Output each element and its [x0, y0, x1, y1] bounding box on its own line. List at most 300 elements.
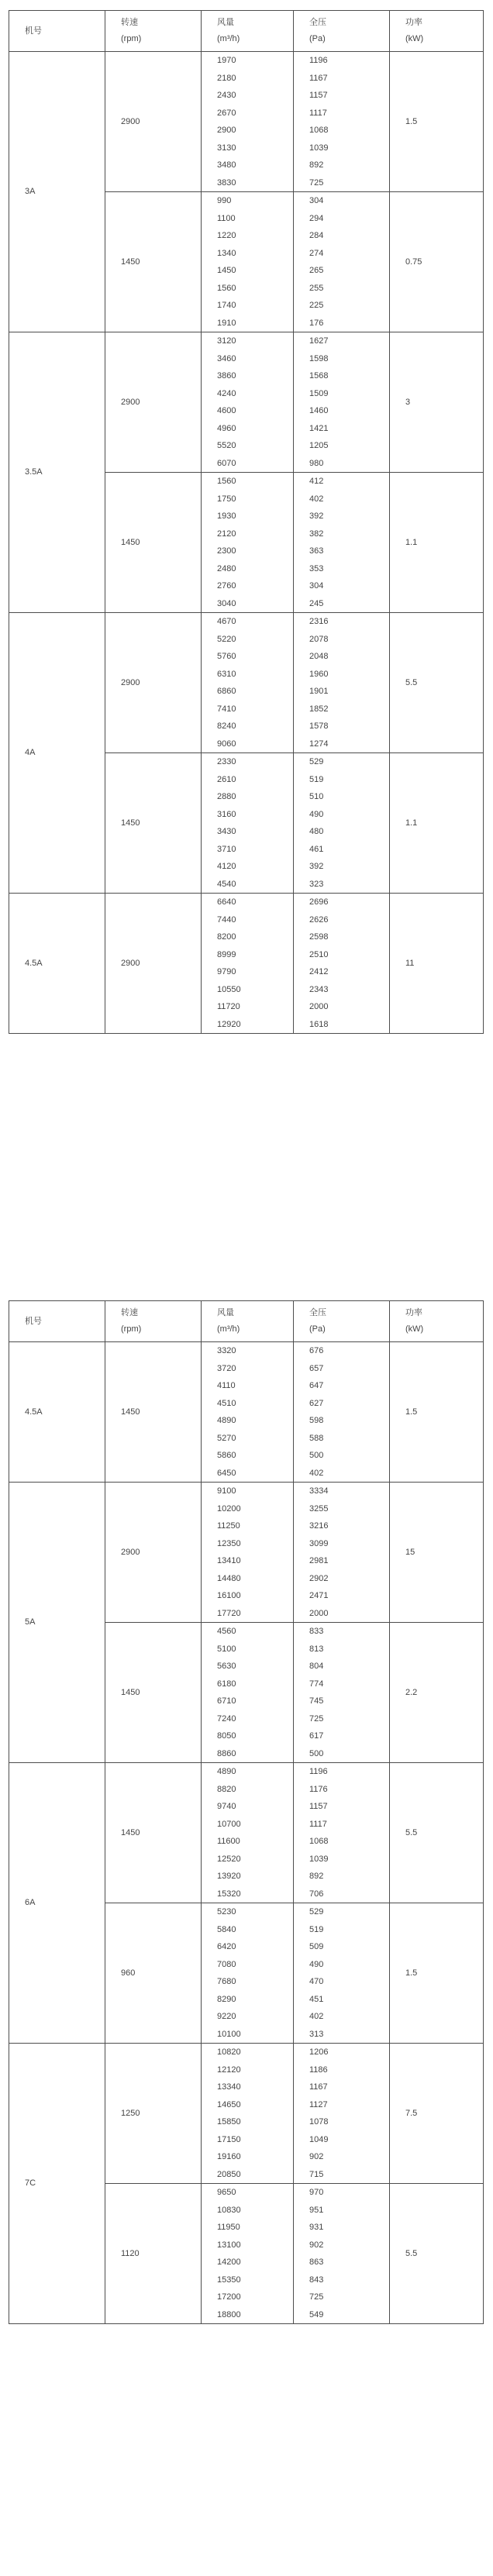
- pressure-value: 1117: [309, 1819, 327, 1829]
- power-value: 15: [405, 1547, 415, 1557]
- pressure-value: 470: [309, 1977, 324, 1986]
- pressure-value: 265: [309, 266, 324, 275]
- airflow-value: 990: [217, 196, 232, 205]
- power-cell: [390, 613, 484, 753]
- airflow-value: 6420: [217, 1942, 236, 1951]
- pressure-value: 706: [309, 1889, 324, 1899]
- airflow-value: 4510: [217, 1398, 236, 1408]
- pressure-value: 980: [309, 458, 324, 468]
- airflow-cell: [202, 613, 294, 753]
- pressure-value: 529: [309, 757, 324, 766]
- pressure-value: 1167: [309, 73, 328, 83]
- pressure-cell: [294, 2044, 390, 2184]
- speed-cell: [105, 753, 202, 894]
- pressure-value: 451: [309, 1994, 324, 2004]
- airflow-value: 2300: [217, 546, 236, 556]
- pressure-value: 2981: [309, 1556, 329, 1565]
- pressure-value: 931: [309, 2223, 324, 2232]
- pressure-cell: [294, 1623, 390, 1763]
- pressure-value: 843: [309, 2275, 324, 2285]
- pressure-value: 598: [309, 1416, 324, 1425]
- header-unit: (kW): [405, 1324, 424, 1334]
- pressure-value: 2471: [309, 1591, 329, 1600]
- pressure-value: 1627: [309, 336, 329, 346]
- power-cell: [390, 1903, 484, 2044]
- pressure-value: 1039: [309, 143, 329, 153]
- speed-cell: [105, 613, 202, 753]
- speed-cell: [105, 1763, 202, 1903]
- airflow-value: 13100: [217, 2240, 241, 2250]
- pressure-value: 274: [309, 248, 324, 258]
- pressure-value: 519: [309, 1924, 324, 1934]
- pressure-value: 1274: [309, 739, 329, 749]
- pressure-value: 863: [309, 2257, 324, 2267]
- pressure-value: 2626: [309, 914, 329, 925]
- pressure-value: 725: [309, 177, 324, 188]
- pressure-value: 1078: [309, 2117, 329, 2127]
- airflow-value: 11720: [217, 1002, 240, 1011]
- airflow-value: 3120: [217, 336, 236, 346]
- airflow-value: 4560: [217, 1627, 236, 1636]
- airflow-cell: [202, 1763, 294, 1903]
- header-label: 风量: [217, 1308, 234, 1317]
- power-value: 5.5: [405, 2248, 418, 2258]
- airflow-value: 1450: [217, 266, 236, 275]
- speed-value: 2900: [121, 1547, 140, 1557]
- speed-cell: [105, 1483, 202, 1623]
- header-label: 机号: [25, 1316, 42, 1326]
- pressure-value: 549: [309, 2309, 324, 2319]
- speed-value: 1450: [121, 1407, 140, 1417]
- pressure-value: 892: [309, 160, 324, 170]
- pressure-value: 657: [309, 1363, 324, 1373]
- airflow-cell: [202, 2044, 294, 2184]
- speed-value: 2900: [121, 958, 140, 968]
- power-cell: [390, 1763, 484, 1903]
- airflow-value: 4670: [217, 617, 236, 626]
- pressure-value: 1206: [309, 2047, 329, 2057]
- pressure-value: 1196: [309, 1767, 328, 1776]
- airflow-value: 10550: [217, 984, 241, 994]
- airflow-value: 2900: [217, 126, 236, 135]
- pressure-value: 3255: [309, 1503, 329, 1514]
- airflow-value: 3160: [217, 809, 236, 819]
- speed-cell: [105, 1903, 202, 2044]
- pressure-value: 2696: [309, 897, 329, 907]
- pressure-value: 510: [309, 792, 324, 801]
- power-cell: [390, 332, 484, 473]
- pressure-value: 892: [309, 1872, 324, 1881]
- pressure-value: 255: [309, 283, 324, 293]
- pressure-value: 529: [309, 1907, 324, 1917]
- speed-value: 1450: [121, 537, 140, 547]
- power-cell: [390, 1623, 484, 1763]
- model-label: 7C: [25, 2178, 36, 2188]
- pressure-value: 392: [309, 511, 324, 521]
- airflow-value: 7410: [217, 704, 236, 714]
- header-label: 全压: [309, 1308, 326, 1317]
- airflow-value: 17720: [217, 1608, 241, 1618]
- pressure-value: 1421: [309, 423, 329, 433]
- airflow-value: 6180: [217, 1679, 236, 1689]
- airflow-value: 1220: [217, 231, 236, 240]
- airflow-value: 3460: [217, 353, 236, 363]
- table-row: [9, 2044, 484, 2184]
- airflow-cell: [202, 332, 294, 473]
- airflow-value: 13410: [217, 1556, 241, 1565]
- power-value: 1.1: [405, 818, 418, 828]
- power-cell: [390, 2184, 484, 2324]
- speed-value: 2900: [121, 677, 140, 687]
- pressure-value: 1127: [309, 2099, 328, 2109]
- pressure-cell: [294, 1483, 390, 1623]
- airflow-value: 2480: [217, 563, 236, 573]
- pressure-value: 1852: [309, 704, 329, 714]
- airflow-value: 5760: [217, 652, 236, 661]
- pressure-value: 519: [309, 774, 324, 784]
- header-power: [390, 11, 484, 52]
- airflow-value: 1750: [217, 494, 236, 504]
- airflow-value: 8050: [217, 1731, 236, 1741]
- airflow-value: 4890: [217, 1767, 236, 1776]
- spec-table: [9, 1300, 484, 2324]
- airflow-value: 10200: [217, 1503, 241, 1514]
- model-cell: [9, 1763, 105, 2044]
- airflow-value: 7240: [217, 1713, 236, 1724]
- model-cell: [9, 52, 105, 332]
- speed-value: 1450: [121, 1827, 140, 1837]
- pressure-value: 1049: [309, 2134, 329, 2144]
- airflow-value: 3320: [217, 1346, 236, 1355]
- airflow-value: 1910: [217, 318, 236, 328]
- speed-cell: [105, 2184, 202, 2324]
- pressure-value: 313: [309, 2029, 324, 2039]
- airflow-value: 10830: [217, 2205, 241, 2215]
- pressure-value: 1578: [309, 721, 329, 731]
- pressure-value: 245: [309, 598, 324, 608]
- pressure-value: 382: [309, 529, 324, 539]
- airflow-cell: [202, 1623, 294, 1763]
- header-label: 全压: [309, 18, 326, 27]
- pressure-value: 774: [309, 1679, 324, 1689]
- model-cell: [9, 332, 105, 613]
- airflow-value: 1340: [217, 248, 236, 258]
- airflow-value: 8860: [217, 1748, 236, 1758]
- pressure-value: 1068: [309, 126, 329, 135]
- table-row: [9, 894, 484, 1034]
- speed-cell: [105, 52, 202, 192]
- airflow-value: 12520: [217, 1854, 241, 1864]
- airflow-value: 6310: [217, 669, 236, 679]
- speed-value: 2900: [121, 397, 140, 407]
- airflow-value: 2760: [217, 581, 236, 591]
- airflow-cell: [202, 894, 294, 1034]
- airflow-value: 8200: [217, 932, 236, 942]
- pressure-value: 970: [309, 2188, 324, 2197]
- header-model: [9, 1301, 105, 1342]
- pressure-value: 2598: [309, 932, 329, 942]
- speed-value: 1450: [121, 1687, 140, 1697]
- table-row: [9, 613, 484, 753]
- airflow-value: 10700: [217, 1819, 241, 1829]
- airflow-value: 3830: [217, 177, 236, 188]
- airflow-cell: [202, 192, 294, 332]
- power-cell: [390, 473, 484, 613]
- speed-cell: [105, 1623, 202, 1763]
- power-value: 11: [405, 958, 415, 968]
- airflow-value: 14650: [217, 2099, 241, 2109]
- speed-cell: [105, 332, 202, 473]
- airflow-cell: [202, 2184, 294, 2324]
- airflow-value: 2430: [217, 91, 236, 100]
- airflow-value: 5220: [217, 634, 236, 644]
- model-label: 6A: [25, 1898, 36, 1907]
- airflow-value: 15320: [217, 1889, 241, 1899]
- speed-value: 960: [121, 1968, 136, 1978]
- pressure-value: 902: [309, 2240, 324, 2250]
- pressure-value: 1618: [309, 1019, 329, 1029]
- pressure-value: 461: [309, 844, 324, 854]
- airflow-value: 5100: [217, 1644, 236, 1654]
- speed-value: 1120: [121, 2248, 140, 2258]
- pressure-value: 813: [309, 1644, 324, 1654]
- speed-cell: [105, 1342, 202, 1483]
- airflow-value: 12920: [217, 1019, 241, 1029]
- pressure-value: 2000: [309, 1002, 329, 1011]
- airflow-value: 2670: [217, 108, 236, 118]
- header-unit: (m³/h): [217, 34, 240, 43]
- pressure-value: 294: [309, 213, 324, 223]
- airflow-value: 11250: [217, 1521, 240, 1531]
- airflow-value: 4120: [217, 862, 236, 871]
- pressure-value: 323: [309, 879, 324, 889]
- airflow-value: 2120: [217, 529, 236, 539]
- airflow-cell: [202, 1903, 294, 2044]
- airflow-value: 15350: [217, 2275, 241, 2285]
- header-row: [9, 11, 484, 52]
- power-value: 1.5: [405, 1407, 418, 1417]
- airflow-value: 13920: [217, 1872, 241, 1881]
- header-power: [390, 1301, 484, 1342]
- airflow-value: 4600: [217, 406, 236, 415]
- speed-cell: [105, 894, 202, 1034]
- airflow-value: 10100: [217, 2029, 241, 2039]
- speed-value: 1250: [121, 2108, 140, 2118]
- airflow-value: 3480: [217, 160, 236, 170]
- pressure-value: 2316: [309, 617, 329, 626]
- pressure-value: 1039: [309, 1854, 329, 1864]
- model-cell: [9, 894, 105, 1034]
- pressure-value: 617: [309, 1731, 324, 1741]
- pressure-value: 304: [309, 196, 324, 205]
- power-value: 5.5: [405, 1827, 418, 1837]
- pressure-value: 2078: [309, 634, 329, 644]
- model-label: 4.5A: [25, 958, 43, 968]
- model-cell: [9, 1342, 105, 1483]
- airflow-value: 13340: [217, 2082, 241, 2092]
- pressure-value: 1117: [309, 108, 327, 118]
- airflow-cell: [202, 753, 294, 894]
- airflow-value: 1560: [217, 477, 236, 486]
- pressure-value: 225: [309, 301, 324, 310]
- pressure-value: 715: [309, 2169, 324, 2179]
- power-value: 3: [405, 397, 411, 407]
- airflow-value: 11950: [217, 2223, 240, 2232]
- pressure-cell: [294, 52, 390, 192]
- power-cell: [390, 192, 484, 332]
- airflow-value: 1100: [217, 213, 236, 223]
- header-airflow: [202, 11, 294, 52]
- airflow-value: 2330: [217, 757, 236, 766]
- airflow-value: 12350: [217, 1538, 241, 1548]
- airflow-value: 6450: [217, 1468, 236, 1478]
- power-cell: [390, 2044, 484, 2184]
- pressure-value: 627: [309, 1398, 324, 1408]
- pressure-value: 647: [309, 1381, 324, 1390]
- airflow-value: 6640: [217, 897, 236, 907]
- pressure-value: 1157: [309, 91, 328, 100]
- pressure-cell: [294, 894, 390, 1034]
- airflow-value: 6710: [217, 1696, 236, 1706]
- pressure-value: 1901: [309, 687, 329, 696]
- airflow-value: 6070: [217, 458, 236, 468]
- airflow-value: 7440: [217, 914, 236, 925]
- pressure-value: 176: [309, 318, 324, 328]
- table-body: [9, 11, 484, 1034]
- pressure-value: 284: [309, 231, 324, 240]
- airflow-value: 2180: [217, 73, 236, 83]
- airflow-value: 11600: [217, 1837, 240, 1846]
- airflow-value: 3860: [217, 371, 236, 381]
- pressure-value: 676: [309, 1346, 324, 1355]
- pressure-cell: [294, 192, 390, 332]
- pressure-value: 2048: [309, 652, 329, 661]
- table-row: [9, 332, 484, 473]
- pressure-value: 402: [309, 494, 324, 504]
- pressure-cell: [294, 332, 390, 473]
- airflow-value: 5270: [217, 1433, 236, 1443]
- pressure-value: 3099: [309, 1538, 329, 1548]
- airflow-value: 8820: [217, 1784, 236, 1794]
- model-cell: [9, 2044, 105, 2324]
- pressure-value: 951: [309, 2205, 324, 2215]
- airflow-value: 5520: [217, 441, 236, 450]
- pressure-cell: [294, 473, 390, 613]
- power-value: 1.5: [405, 1968, 418, 1978]
- power-cell: [390, 753, 484, 894]
- power-cell: [390, 1342, 484, 1483]
- speed-value: 2900: [121, 116, 140, 126]
- pressure-value: 480: [309, 827, 324, 836]
- pressure-cell: [294, 1342, 390, 1483]
- airflow-value: 5630: [217, 1662, 236, 1671]
- header-unit: (rpm): [121, 1324, 142, 1334]
- pressure-value: 1068: [309, 1837, 329, 1846]
- power-value: 2.2: [405, 1687, 418, 1697]
- airflow-value: 14480: [217, 1573, 241, 1583]
- pressure-value: 902: [309, 2152, 324, 2161]
- pressure-value: 500: [309, 1451, 324, 1460]
- header-label: 功率: [405, 1308, 422, 1317]
- airflow-value: 14200: [217, 2257, 241, 2267]
- header-speed: [105, 1301, 202, 1342]
- pressure-value: 304: [309, 581, 324, 591]
- pressure-value: 3216: [309, 1521, 329, 1531]
- airflow-value: 7680: [217, 1977, 236, 1986]
- pressure-value: 2510: [309, 949, 329, 959]
- table-row: [9, 1763, 484, 1903]
- power-cell: [390, 1483, 484, 1623]
- airflow-value: 18800: [217, 2309, 241, 2319]
- header-label: 转速: [121, 1308, 138, 1317]
- pressure-value: 725: [309, 1713, 324, 1724]
- airflow-value: 12120: [217, 2065, 241, 2075]
- header-unit: (Pa): [309, 34, 326, 43]
- pressure-value: 2000: [309, 1608, 329, 1618]
- pressure-value: 1196: [309, 56, 328, 65]
- power-value: 5.5: [405, 677, 418, 687]
- airflow-cell: [202, 1483, 294, 1623]
- pressure-value: 1598: [309, 353, 329, 363]
- power-cell: [390, 52, 484, 192]
- header-row: [9, 1301, 484, 1342]
- airflow-value: 1560: [217, 283, 236, 293]
- pressure-value: 402: [309, 1468, 324, 1478]
- pressure-value: 1157: [309, 1802, 328, 1811]
- model-label: 4.5A: [25, 1407, 43, 1417]
- model-label: 3A: [25, 187, 36, 196]
- pressure-value: 588: [309, 1433, 324, 1443]
- airflow-value: 3040: [217, 598, 236, 608]
- airflow-value: 9060: [217, 739, 236, 749]
- fan-spec-table-1: [9, 10, 483, 1034]
- airflow-value: 2880: [217, 792, 236, 801]
- header-pressure: [294, 1301, 390, 1342]
- table-row: [9, 1483, 484, 1623]
- airflow-value: 3430: [217, 827, 236, 836]
- airflow-value: 1930: [217, 511, 236, 521]
- airflow-value: 3720: [217, 1363, 236, 1373]
- airflow-value: 19160: [217, 2152, 241, 2161]
- pressure-value: 3334: [309, 1486, 329, 1496]
- airflow-value: 9790: [217, 967, 236, 976]
- airflow-value: 10820: [217, 2047, 241, 2057]
- pressure-cell: [294, 1763, 390, 1903]
- airflow-cell: [202, 52, 294, 192]
- header-unit: (m³/h): [217, 1324, 240, 1334]
- pressure-value: 1509: [309, 388, 329, 398]
- airflow-cell: [202, 1342, 294, 1483]
- header-unit: (Pa): [309, 1324, 326, 1334]
- speed-cell: [105, 2044, 202, 2184]
- power-value: 1.5: [405, 116, 418, 126]
- airflow-value: 5860: [217, 1451, 236, 1460]
- airflow-value: 4890: [217, 1416, 236, 1425]
- airflow-value: 9220: [217, 2012, 236, 2021]
- pressure-value: 500: [309, 1748, 324, 1758]
- airflow-value: 17150: [217, 2134, 241, 2144]
- airflow-value: 15850: [217, 2117, 241, 2127]
- speed-value: 1450: [121, 818, 140, 828]
- airflow-value: 8240: [217, 721, 236, 731]
- speed-cell: [105, 473, 202, 613]
- power-value: 1.1: [405, 537, 418, 547]
- pressure-value: 490: [309, 809, 324, 819]
- airflow-value: 1970: [217, 56, 236, 65]
- airflow-value: 3710: [217, 844, 236, 854]
- pressure-cell: [294, 1903, 390, 2044]
- model-cell: [9, 1483, 105, 1763]
